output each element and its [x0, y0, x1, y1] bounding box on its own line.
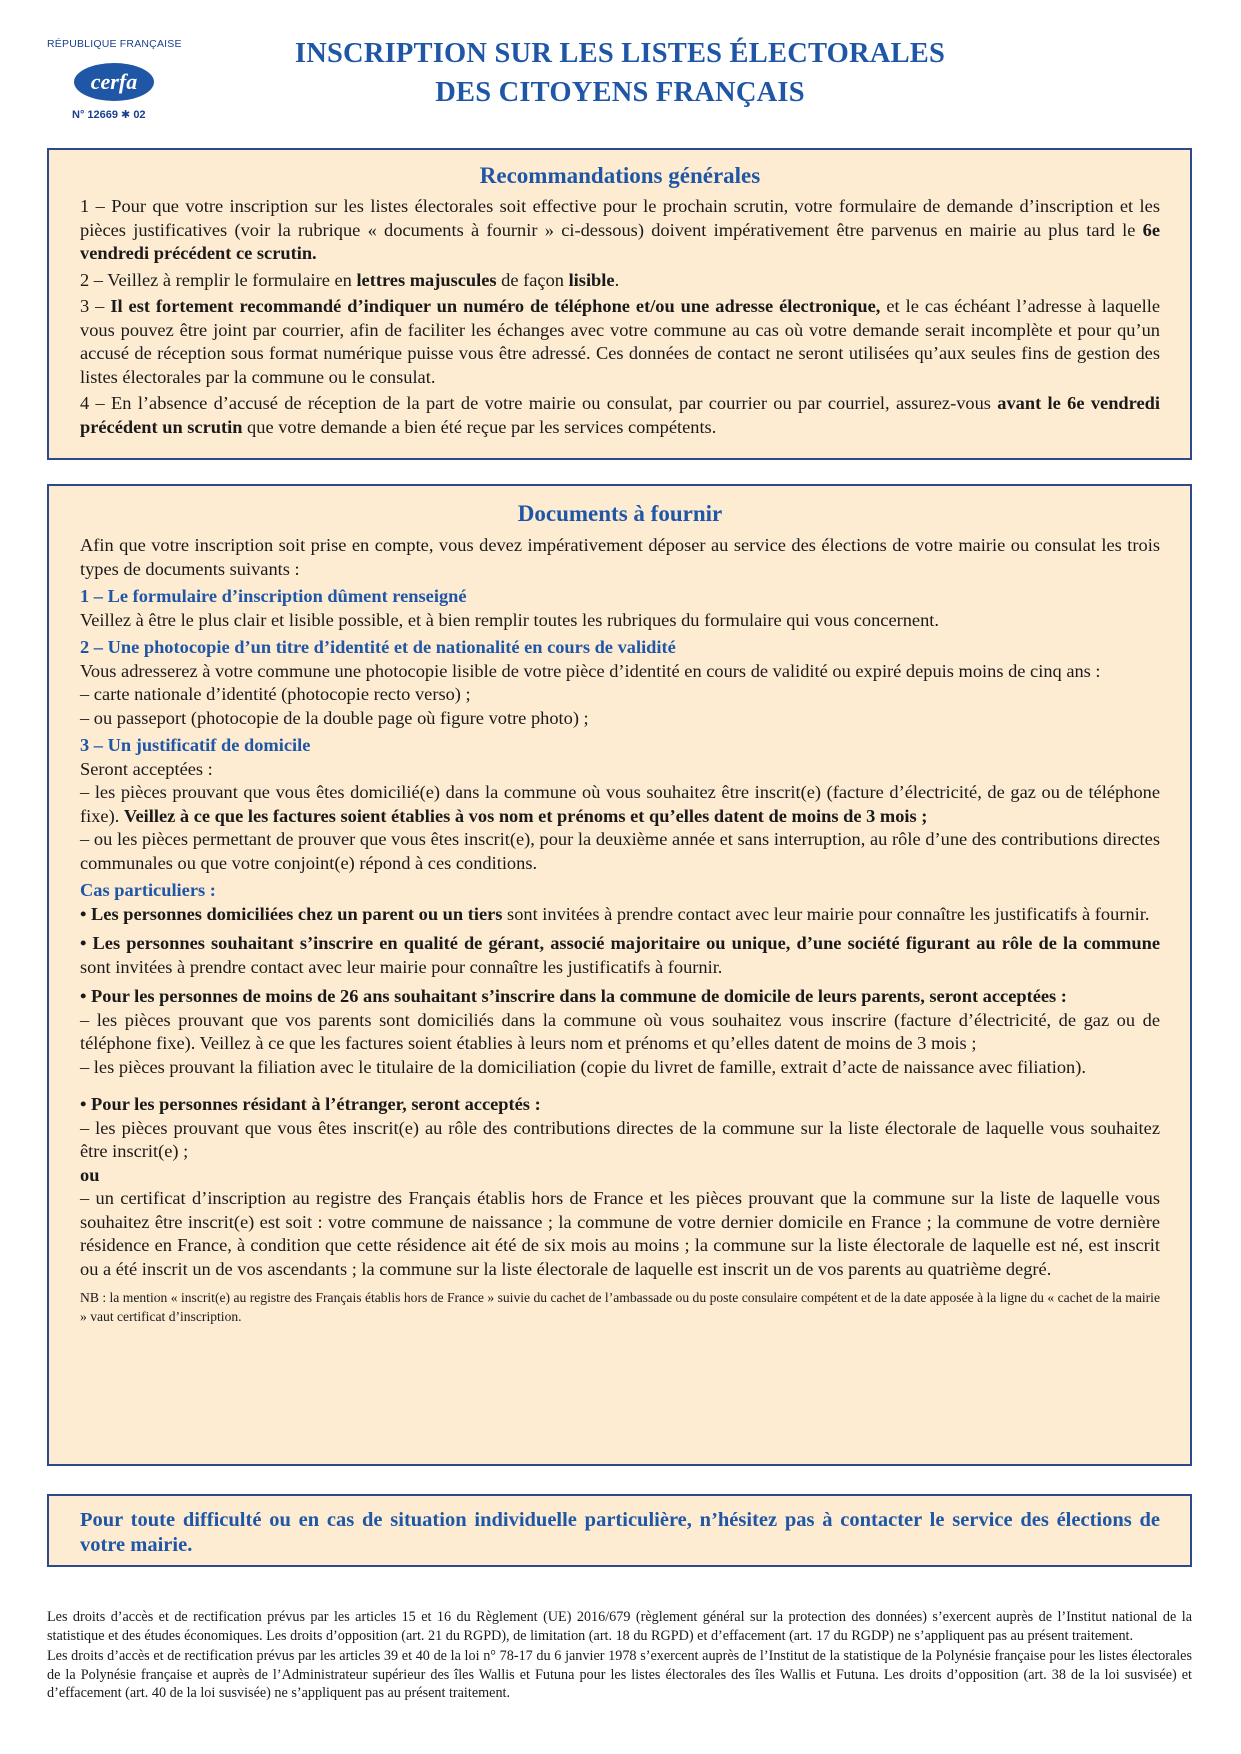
recommandation-item-1: 1 – Pour que votre inscription sur les listes électorales soit effective pour le prochain scrutin, votre formulaire de demande d’inscription et les pièces justificatives (voir la rubrique « documents à fournir » ci-dessous) doivent impérativement être parvenus en mairie au plus tard le 6e vendredi précédent ce scrutin.: [80, 196, 1160, 263]
document-2-item-1: – carte nationale d’identité (photocopie recto verso) ;: [80, 684, 471, 704]
footer-paragraph-2: Les droits d’accès et de rectification prévus par les articles 39 et 40 de la loi n° 78-17 du 6 janvier 1978 s’exercent auprès de l’Institut de la statistique de la Polynésie française pour les listes électorales de la Polynésie française et auprès de l’Administrateur supérieur des îles Wallis et Futuna pour les listes électorales des îles Wallis et Futuna. Les droits d’opposition (art. 38 de la loi susvisée) et d’effacement (art. 40 de la loi susvisée) ne s’appliquent pas au présent traitement.: [47, 1648, 1192, 1701]
document-2-item-2: – ou passeport (photocopie de la double page où figure votre photo) ;: [80, 707, 589, 728]
cas-particuliers-title: Cas particuliers :: [80, 880, 216, 900]
cerfa-logo-text: cerfa: [90, 69, 138, 94]
recommandations-box: [47, 148, 1192, 460]
cas-particulier-4-item-1: – les pièces prouvant que vous êtes inscrit(e) au rôle des contributions directes de la commune sur la liste électorale de laquelle vous souhaitez être inscrit(e) ;: [80, 1117, 1160, 1161]
cas-particulier-3: • Pour les personnes de moins de 26 ans souhaitant s’inscrire dans la commune de domicile de leurs parents, seront acceptées :: [80, 986, 1067, 1006]
cas-particulier-1: • Les personnes domiciliées chez un parent ou un tiers sont invitées à prendre contact avec leur mairie pour connaître les justificatifs à fournir.: [80, 903, 1150, 924]
cas-particulier-4: • Pour les personnes résidant à l’étranger, seront acceptés :: [80, 1094, 541, 1114]
contact-box: [47, 1494, 1192, 1567]
document-1-title: 1 – Le formulaire d’inscription dûment renseigné: [80, 586, 467, 606]
documents-box: [47, 484, 1192, 1466]
republique-francaise-label: RÉPUBLIQUE FRANÇAISE: [47, 38, 182, 50]
document-1-text: Veillez à être le plus clair et lisible possible, et à bien remplir toutes les rubriques du formulaire qui vous concernent.: [80, 609, 939, 630]
cerfa-number: N° 12669 ✱ 02: [72, 109, 146, 121]
documents-intro: Afin que votre inscription soit prise en compte, vous devez impérativement déposer au service des élections de votre mairie ou consulat les trois types de documents suivants :: [80, 535, 1160, 579]
recommandation-item-3: 3 – Il est fortement recommandé d’indiquer un numéro de téléphone et/ou une adresse électronique, et le cas échéant l’adresse à laquelle vous pouvez être joint par courrier, afin de faciliter les échanges avec votre commune au cas où votre demande serait incomplète et pour qu’un accusé de réception sous format numérique puisse vous être adressé. Ces données de contact ne seront utilisées qu’aux seules fins de gestion des listes électorales par la commune ou le consulat.: [80, 296, 1161, 387]
cas-particulier-4-ou: ou: [80, 1164, 100, 1185]
document-3-item-1: – les pièces prouvant que vous êtes domicilié(e) dans la commune où vous souhaitez être inscrit(e) (facture d’électricité, de gaz ou de téléphone fixe). Veillez à ce que les factures soient établies à vos nom et prénoms et qu’elles datent de moins de 3 mois ;: [80, 782, 1160, 826]
page-title-line1: INSCRIPTION SUR LES LISTES ÉLECTORALES: [294, 38, 946, 69]
page-title: [230, 34, 1010, 112]
document-2-title: 2 – Une photocopie d’un titre d’identité et de nationalité en cours de validité: [80, 637, 676, 657]
recommandations-title: Recommandations générales: [479, 163, 761, 188]
document-3-item-2: – ou les pièces permettant de prouver que vous êtes inscrit(e), pour la deuxième année et sans interruption, au rôle d’une des contributions directes communales ou que votre conjoint(e) répond à ces conditions.: [80, 829, 1160, 873]
documents-title: Documents à fournir: [517, 501, 723, 526]
cas-particulier-2: • Les personnes souhaitant s’inscrire en qualité de gérant, associé majoritaire ou unique, d’une société figurant au rôle de la commune sont invitées à prendre contact avec leur mairie pour connaître les justificatifs à fournir.: [80, 933, 1160, 977]
form-header: [0, 0, 1241, 140]
contact-text: Pour toute difficulté ou en cas de situation individuelle particulière, n’hésitez pas à contacter le service des élections de votre mairie.: [80, 1509, 1160, 1556]
recommandation-item-2: 2 – Veillez à remplir le formulaire en lettres majuscules de façon lisible.: [80, 269, 620, 290]
document-3-text: Seront acceptées :: [80, 758, 213, 779]
cas-particulier-3-item-1: – les pièces prouvant que vos parents sont domiciliés dans la commune où vous souhaitez vous inscrire (facture d’électricité, de gaz ou de téléphone fixe). Veillez à ce que les factures soient établies à leurs nom et prénoms et qu’elles datent de moins de 3 mois ;: [80, 1009, 1160, 1053]
nb-note: NB : la mention « inscrit(e) au registre des Français établis hors de France » suivie du cachet de l’ambassade ou du poste consulaire compétent et de la date apposée à la ligne du « cachet de la mairie » vaut certificat d’inscription.: [80, 1290, 1160, 1324]
document-2-text: Vous adresserez à votre commune une photocopie lisible de votre pièce d’identité en cours de validité ou expiré depuis moins de cinq ans :: [80, 660, 1101, 681]
cerfa-logo: [72, 60, 156, 104]
footer-paragraph-1: Les droits d’accès et de rectification prévus par les articles 15 et 16 du Règlement (UE) 2016/679 (règlement général sur la protection des données) s’exercent auprès de l’Institut national de la statistique et des études économiques. Les droits d’opposition (art. 21 du RGPD), de limitation (art. 18 du RGPD) et d’effacement (art. 17 du RGDP) ne s’appliquent pas au présent traitement.: [47, 1609, 1192, 1644]
cas-particulier-4-item-2: – un certificat d’inscription au registre des Français établis hors de France et les pièces prouvant que la commune sur la liste de laquelle vous souhaitez être inscrit(e) est soit : votre commune de naissance ; la commune de votre dernier domicile en France ; la commune de votre dernière résidence en France, à condition que cette résidence ait été de six mois au moins ; la commune sur la liste électorale de laquelle est né, est inscrit ou a été inscrit un de vos ascendants ; la commune sur la liste électorale de laquelle est inscrit un de vos parents au quatrième degré.: [80, 1188, 1160, 1279]
recommandation-item-4: 4 – En l’absence d’accusé de réception de la part de votre mairie ou consulat, par courrier ou par courriel, assurez-vous avant le 6e vendredi précédent un scrutin que votre demande a bien été reçue par les services compétents.: [80, 393, 1160, 437]
document-3-title: 3 – Un justificatif de domicile: [80, 735, 311, 755]
footer-legal: [47, 1608, 1192, 1703]
page-title-line2: DES CITOYENS FRANÇAIS: [435, 77, 805, 108]
cas-particulier-3-item-2: – les pièces prouvant la filiation avec le titulaire de la domiciliation (copie du livret de famille, extrait d’acte de naissance avec filiation).: [80, 1056, 1086, 1077]
